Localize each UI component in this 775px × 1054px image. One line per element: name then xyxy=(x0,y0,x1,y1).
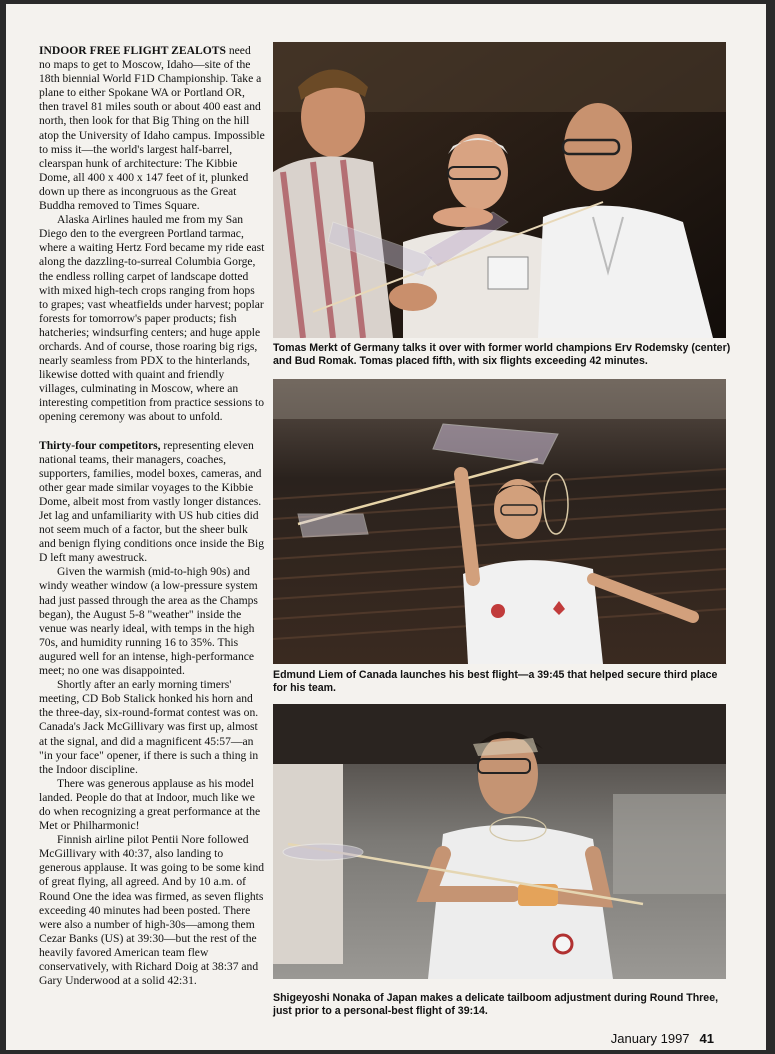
paragraph-4: Given the warmish (mid-to-high 90s) and windy weather window (a low-pressure system had just passed through the area as the Champs began), the August 5-8 "weather" inside the venue was nearly ideal, with temps in the high 70s, and humidity running 16 to 35%. This augured well for an intense, high-performance meet; no one was disappointed. xyxy=(39,565,258,678)
paragraph-7: Finnish airline pilot Pentii Nore followed McGillivary with 40:37, also landing to generous applause. It was going to be some kind of great flying, all agreed. And by 10 a.m. of Round One the idea was firmed, as seven flights exceeding 40 minutes had been posted. There were also a number of high-30s—among them Cezar Banks (US) at 39:30—but the rest of the heavily favored American team flew conservatively, with Richard Doig at 38:37 and Gary Underwood at a solid 42:31. xyxy=(39,833,265,988)
article-column xyxy=(39,44,265,988)
magazine-page xyxy=(6,4,766,1050)
paragraph-1: INDOOR FREE FLIGHT ZEALOTS need no maps to get to Moscow, Idaho—site of the 18th biennial World F1D Championship. Take a plane to either Spokane WA or Portland OR, then travel 81 miles south or about 400 east and north, then look for that Big Thing on the hill atop the University of Idaho campus. Impossible to miss it—the world's largest half-barrel, clearspan hunk of architecture: The Kibbie Dome, all 400 x 400 x 147 feet of it, plunked down up there as incongruous as the Great Buddha removed to Times Square. xyxy=(39,44,265,213)
photo-edmund-liem-launch xyxy=(273,379,726,664)
caption-photo-1: Tomas Merkt of Germany talks it over with former world champions Erv Rodemsky (center) and Bud Romak. Tomas placed fifth, with six flights exceeding 42 minutes. xyxy=(273,342,731,368)
photo-shigeyoshi-nonaka xyxy=(273,704,726,979)
lead-in: INDOOR FREE FLIGHT ZEALOTS xyxy=(39,44,226,57)
paragraph-6: There was generous applause as his model landed. People do that at Indoor, much like we do when recognizing a great performance at the Met or Philharmonic! xyxy=(39,776,261,833)
photo-merkt-rodemsky-romak xyxy=(273,42,726,338)
paragraph-2: Alaska Airlines hauled me from my San Diego den to the evergreen Portland tarmac, where a waiting Hertz Ford became my ride east along the dazzling-to-surreal Columbia Gorge, the endless rolling carpet of landscape dotted with mixed high-tech crops ranging from hops to grapes; vast wheatfields under harvest; poplar forests for tomorrow's paper products; fish hatcheries; windsurfing centers; and huge apple orchards. And of course, those roaring big rigs, nearly seamless from PDX to the hinterlands, likewise dotted with quaint and friendly villages, culminating in Moscow, where an interesting competition from practice sessions to opening ceremony was about to unfold. xyxy=(39,213,265,424)
caption-photo-3: Shigeyoshi Nonaka of Japan makes a delicate tailboom adjustment during Round Three, just prior to a personal-best flight of 39:14. xyxy=(273,992,719,1018)
paragraph-3: Thirty-four competitors, representing eleven national teams, their managers, coaches, supporters, families, model boxes, cameras, and other gear made similar voyages to the Kibbie Dome, albeit most from vastly longer distances. Jet lag and unfamiliarity with US hub cities did not seem much of a factor, but the sheer bulk and benign flying conditions once inside the Big D left many awestruck. xyxy=(39,438,265,565)
caption-photo-2: Edmund Liem of Canada launches his best flight—a 39:45 that helped secure third place for his team. xyxy=(273,669,718,695)
page-footer xyxy=(611,1031,714,1046)
page-number: 41 xyxy=(699,1031,714,1046)
paragraph-5: Shortly after an early morning timers' meeting, CD Bob Stalick honked his horn and the three-day, six-round-format contest was on. Canada's Jack McGillivary was first up, almost at the signal, and did a magnificent 45:57—an "in your face" opener, if there is such a thing in the Indoor discipline. xyxy=(39,678,259,776)
issue-date: January 1997 xyxy=(610,1031,690,1046)
lead-in-2: Thirty-four competitors, xyxy=(39,438,161,452)
